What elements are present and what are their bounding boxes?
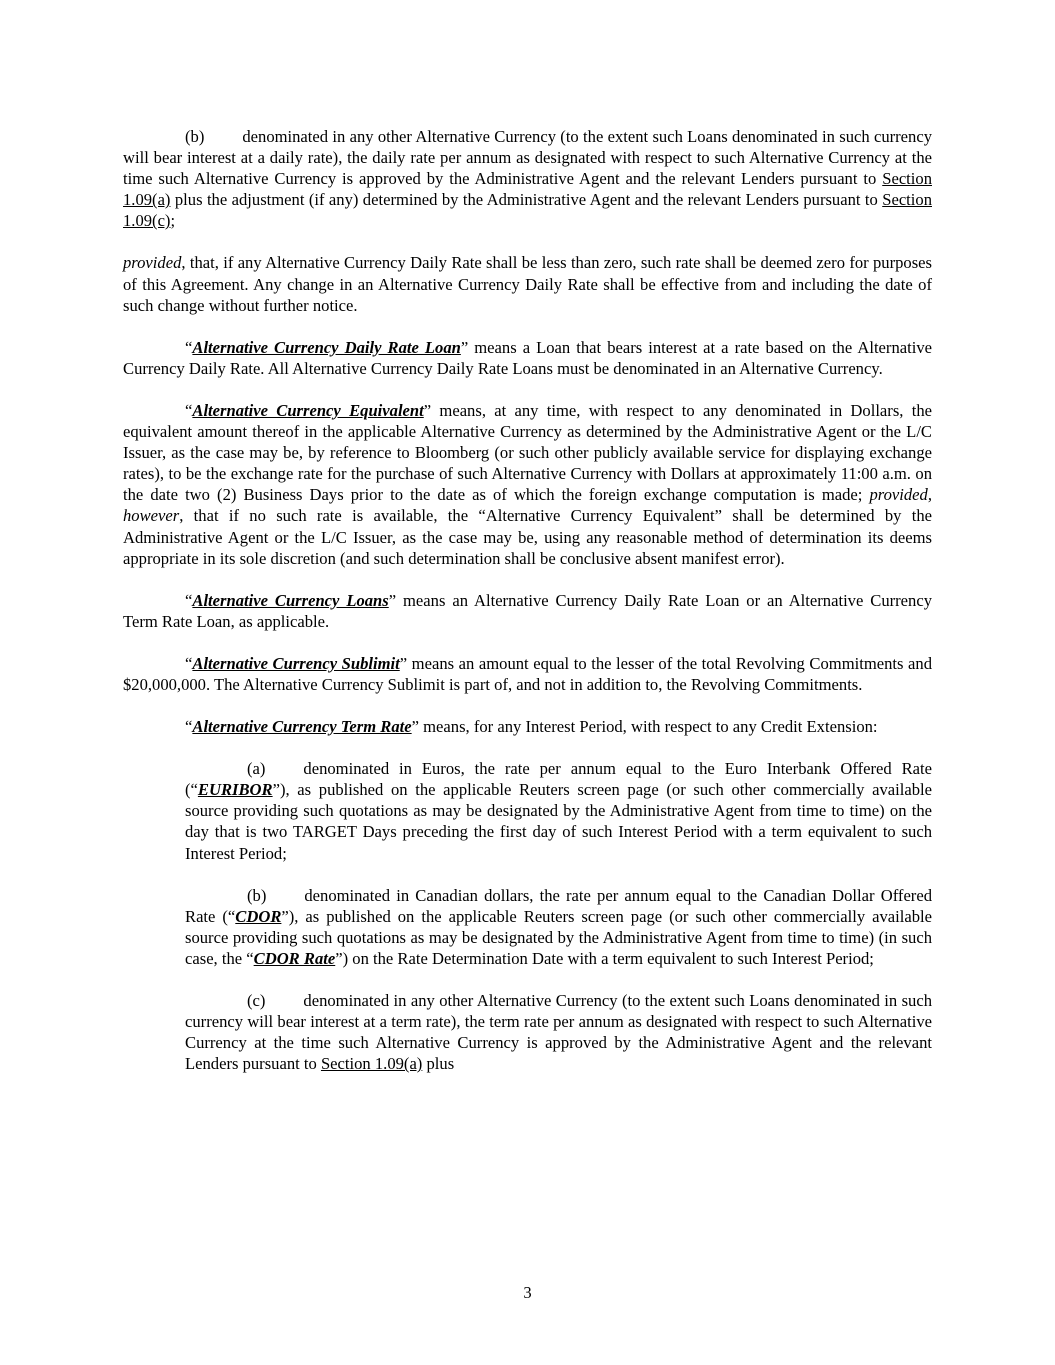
clause-a-euribor — [185, 758, 932, 863]
text-run: Alternative Currency Term Rate — [192, 717, 412, 737]
text-run: “ — [185, 590, 193, 610]
text-run: ; — [170, 211, 176, 231]
clause-b-cdor — [185, 885, 932, 969]
text-run: “ — [185, 717, 193, 737]
text-run: Section 1.09(c) — [123, 190, 932, 231]
text-run: (c) — [247, 991, 266, 1010]
clause-b-daily-rate — [123, 126, 932, 231]
text-run: CDOR — [235, 906, 282, 926]
text-run: , that if no such rate is available, the “Alternative Currency Equivalent” shall be determined by the Administrative Agent or the L/C Issuer, as the case may be, using any reasonable method of determination its deems appropriate in its sole discretion (and such determination shall be conclusive absent manifest error). — [123, 506, 932, 568]
text-run: (b) — [185, 127, 205, 146]
text-run: ”) on the Rate Determination Date with a term equivalent to such Interest Period; — [335, 948, 874, 968]
text-run: Section 1.09(a) — [123, 169, 932, 210]
def-alternative-currency-equivalent — [123, 400, 932, 569]
text-run: “ — [185, 337, 193, 357]
text-run: ” means a Loan that bears interest at a rate based on the Alternative Currency Daily Rate. All Alternative Currency Daily Rate Loans must be denominated in an Alternative Currency. — [123, 337, 932, 378]
text-run: provided, however — [123, 485, 932, 526]
document-body — [123, 126, 932, 1095]
text-run: , that, if any Alternative Currency Daily Rate shall be less than zero, such rate shall be deemed zero for purposes of this Agreement. Any change in an Alternative Currency Daily Rate shall be effective from and including the date of such change without further notice. — [123, 253, 932, 315]
text-run: denominated in Canadian dollars, the rate per annum equal to the Canadian Dollar Offered Rate (“ — [185, 885, 932, 926]
def-alternative-currency-loans — [123, 590, 932, 632]
text-run: ” means an Alternative Currency Daily Rate Loan or an Alternative Currency Term Rate Loan, as applicable. — [123, 590, 932, 631]
text-run: “ — [185, 653, 193, 673]
clause-c-other-currency — [185, 990, 932, 1074]
text-run: denominated in Euros, the rate per annum equal to the Euro Interbank Offered Rate (“ — [185, 759, 932, 800]
text-run: ” means, at any time, with respect to any denominated in Dollars, the equivalent amount thereof in the applicable Alternative Currency as determined by the Administrative Agent or the L/C Issuer, as the case may be, by reference to Bloomberg (or such other publicly available service for displaying exchange rates), to be the exchange rate for the purchase of such Alternative Currency with Dollars at approximately 11:00 a.m. on the date two (2) Business Days prior to the date as of which the foreign exchange computation is made; — [123, 400, 932, 505]
text-run: denominated in any other Alternative Currency (to the extent such Loans denominated in such currency will bear interest at a daily rate), the daily rate per annum as designated with respect to such Alternative Currency at the time such Alternative Currency is approved by the Administrative Agent and the relevant Lenders pursuant to — [123, 127, 932, 189]
text-run: ” means an amount equal to the lesser of the total Revolving Commitments and $20,000,000. The Alternative Currency Sublimit is part of, and not in addition to, the Revolving Commitments. — [123, 653, 932, 694]
text-run: CDOR Rate — [253, 948, 336, 968]
text-run: denominated in any other Alternative Currency (to the extent such Loans denominated in such currency will bear interest at a term rate), the term rate per annum as designated with respect to such Alternative Currency at the time such Alternative Currency is approved by the Administrative Agent and the relevant Lenders pursuant to — [185, 991, 932, 1074]
text-run: provided — [123, 253, 182, 273]
text-run: ” means, for any Interest Period, with respect to any Credit Extension: — [411, 717, 878, 737]
text-run: ”), as published on the applicable Reuters screen page (or such other commercially available source providing such quotations as may be designated by the Administrative Agent from time to time) (in such case, the “ — [185, 906, 932, 968]
text-run: Section 1.09(a) — [320, 1054, 423, 1074]
text-run: (b) — [247, 885, 267, 905]
text-run: “ — [185, 400, 193, 420]
text-run: Alternative Currency Equivalent — [192, 400, 424, 420]
def-alternative-currency-sublimit — [123, 653, 932, 695]
text-run: plus — [422, 1054, 455, 1074]
page-number: 3 — [523, 1283, 532, 1302]
proviso-daily-rate — [123, 252, 932, 315]
text-run: EURIBOR — [197, 780, 273, 800]
text-run: (a) — [247, 759, 266, 779]
def-alternative-currency-term-rate — [123, 716, 932, 737]
text-run: Alternative Currency Loans — [192, 590, 389, 610]
text-run: plus the adjustment (if any) determined by the Administrative Agent and the relevant Lenders pursuant to — [170, 190, 883, 210]
text-run: ”), as published on the applicable Reuters screen page (or such other commercially available source providing such quotations as may be designated by the Administrative Agent from time to time) on the day that is two TARGET Days preceding the first day of such Interest Period with a term equivalent to such Interest Period; — [185, 780, 932, 863]
text-run: Alternative Currency Sublimit — [192, 653, 400, 673]
def-alternative-currency-daily-rate-loan — [123, 337, 932, 379]
text-run: Alternative Currency Daily Rate Loan — [192, 337, 461, 357]
